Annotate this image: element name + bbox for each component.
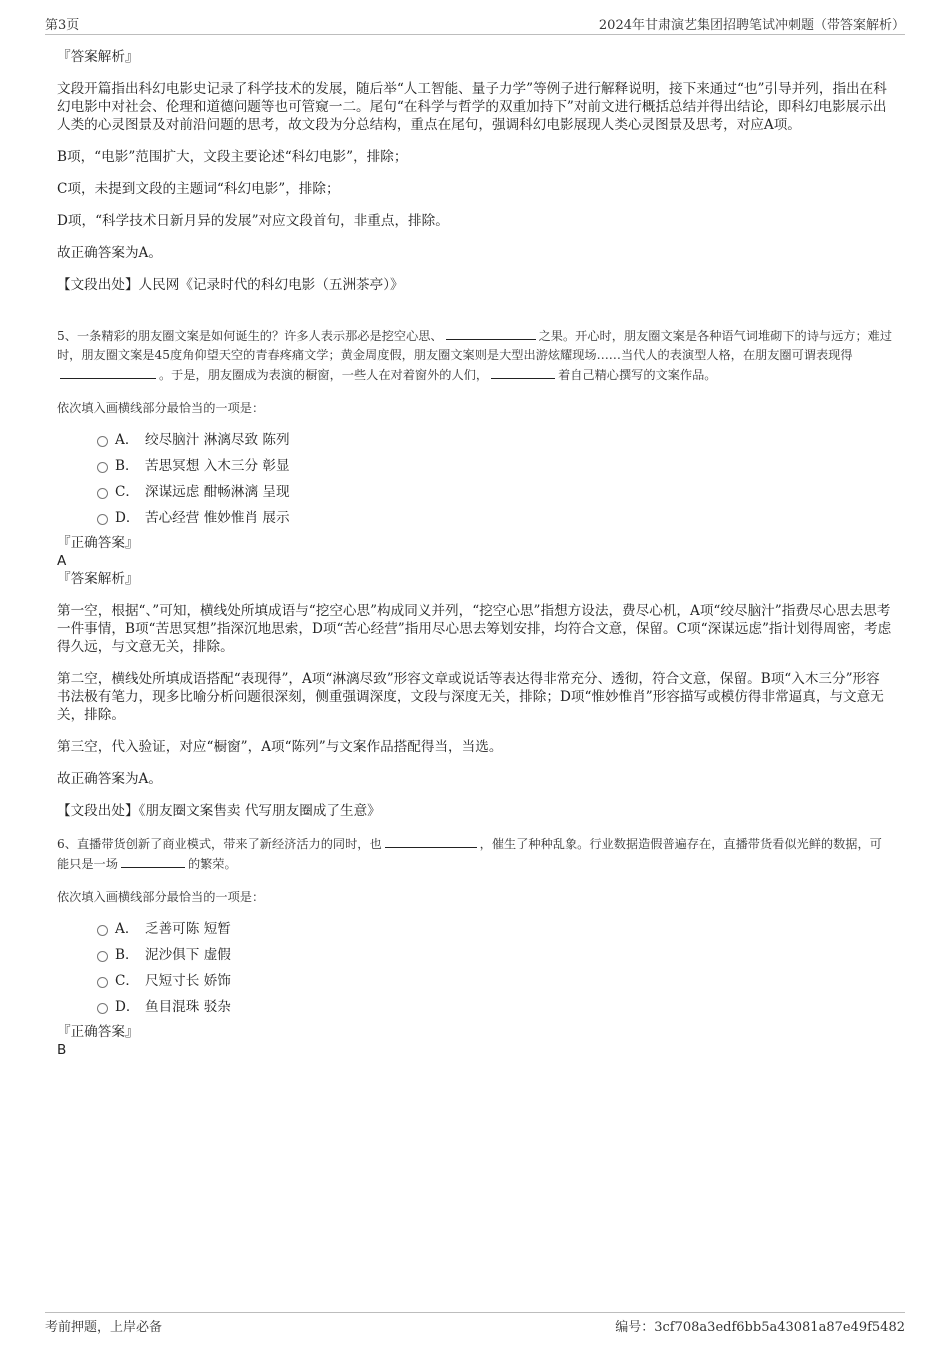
- footer-slogan: 考前押题，上岸必备: [45, 1320, 163, 1335]
- q5-stem-part-3: 。于是，朋友圈成为表演的橱窗，一些人在对着窗外的人们，: [159, 368, 489, 382]
- document-title: 2024年甘肃演艺集团招聘笔试冲刺题（带答案解析）: [598, 18, 905, 33]
- q6-options: [57, 919, 892, 1023]
- q4-source: 【文段出处】人民网《记录时代的科幻电影（五洲茶亭）》: [57, 277, 404, 293]
- q5-option-a[interactable]: A． 绞尽脑汁 淋漓尽致 陈列: [57, 430, 892, 456]
- q5-option-c[interactable]: C． 深谋远虑 酣畅淋漓 呈现: [57, 482, 892, 508]
- page-content: [57, 48, 892, 1059]
- q5-option-b[interactable]: B． 苦思冥想 入木三分 彰显: [57, 456, 892, 482]
- q6-correct-label: 『正确答案』: [57, 1024, 139, 1040]
- q4-analysis-label: 『答案解析』: [57, 49, 139, 65]
- q5-options: [57, 430, 892, 534]
- q5-option-d[interactable]: D． 苦心经营 惟妙惟肖 展示: [57, 508, 892, 534]
- q6-blank-1: [385, 834, 477, 848]
- radio-icon[interactable]: [97, 925, 108, 936]
- q5-stem: [57, 326, 892, 385]
- q6-option-a[interactable]: A． 乏善可陈 短暂: [57, 919, 892, 945]
- q4-analysis-option-c: C项，未提到文段的主题词“科幻电影”，排除；: [57, 181, 340, 197]
- q4-analysis-option-d: D项，“科学技术日新月异的发展”对应文段首句，非重点，排除。: [57, 213, 449, 229]
- radio-icon[interactable]: [97, 514, 108, 525]
- q6-stem-part-2: ，催生了种种乱象。行业数据造假普遍存在，直播带货看似光鲜的数据，可能只是一场: [57, 837, 882, 871]
- q6-option-c[interactable]: C． 尺短寸长 娇饰: [57, 971, 892, 997]
- q4-conclusion: 故正确答案为A。: [57, 245, 162, 261]
- page-header: [45, 14, 905, 35]
- q5-analysis-blank-1: 第一空，根据“、”可知，横线处所填成语与“挖空心思”构成同义并列，“挖空心思”指想方设法，费尽心机，A项“绞尽脑汁”指费尽心思去思考一件事情，B项“苦思冥想”指深沉地思索，D项“苦心经营”指用尽心思去筹划安排，均符合文意，保留。C项“深谋远虑”指计划得周密，考虑得久远，与文意无关，排除。: [57, 603, 892, 655]
- q5-prompt: 依次填入画横线部分最恰当的一项是：: [57, 401, 265, 415]
- q4-analysis-option-b: B项，“电影”范围扩大，文段主要论述“科幻电影”，排除；: [57, 149, 408, 165]
- radio-icon[interactable]: [97, 462, 108, 473]
- page-footer: [45, 1312, 905, 1336]
- radio-icon[interactable]: [97, 1003, 108, 1014]
- q5-blank-2: [60, 365, 156, 379]
- radio-icon[interactable]: [97, 488, 108, 499]
- q5-blank-1: [446, 326, 536, 340]
- q6-stem: [57, 834, 892, 874]
- q5-correct-label: 『正确答案』: [57, 535, 139, 551]
- q6-blank-2: [121, 854, 185, 868]
- q4-analysis-paragraph: 文段开篇指出科幻电影史记录了科学技术的发展，随后举“人工智能、量子力学”等例子进行解释说明，接下来通过“也”引导并列，指出在科幻电影中对社会、伦理和道德问题等也可管窥一二。尾句“在科学与哲学的双重加持下”对前文进行概括总结并得出结论，即科幻电影展示出人类的心灵图景及对前沿问题的思考，故文段为分总结构，重点在尾句，强调科幻电影展现人类心灵图景及思考，对应A项。: [57, 81, 887, 133]
- q5-analysis-blank-2: 第二空，横线处所填成语搭配“表现得”，A项“淋漓尽致”形容文章或说话等表达得非常充分、透彻，符合文意，保留。B项“入木三分”形容书法极有笔力，现多比喻分析问题很深刻，侧重强调深度，文段与深度无关，排除；D项“惟妙惟肖”形容描写或模仿得非常逼真，与文意无关，排除。: [57, 671, 884, 723]
- q5-stem-part-1: 5、一条精彩的朋友圈文案是如何诞生的？许多人表示那必是挖空心思、: [57, 329, 443, 343]
- q6-option-d[interactable]: D． 鱼目混珠 驳杂: [57, 997, 892, 1023]
- q5-stem-part-4: 着自己精心撰写的文案作品。: [558, 368, 717, 382]
- q6-stem-part-1: 6、直播带货创新了商业模式，带来了新经济活力的同时，也: [57, 837, 382, 851]
- q6-correct-answer: B: [57, 1042, 67, 1058]
- radio-icon[interactable]: [97, 977, 108, 988]
- q5-correct-answer: A: [57, 553, 67, 569]
- q5-analysis-label: 『答案解析』: [57, 571, 139, 587]
- radio-icon[interactable]: [97, 436, 108, 447]
- q6-prompt: 依次填入画横线部分最恰当的一项是：: [57, 890, 265, 904]
- document-code: 编号：3cf708a3edf6bb5a43081a87e49f5482: [615, 1320, 905, 1335]
- q5-conclusion: 故正确答案为A。: [57, 771, 162, 787]
- q5-blank-3: [491, 365, 555, 379]
- q6-stem-part-3: 的繁荣。: [187, 857, 237, 871]
- q6-option-b[interactable]: B． 泥沙俱下 虚假: [57, 945, 892, 971]
- q5-stem-part-2: 之果。开心时，朋友圈文案是各种语气词堆砌下的诗与远方；难过时，朋友圈文案是45度角仰望天空的青春疼痛文学；黄金周度假，朋友圈文案则是大型出游炫耀现场……当代人的表演型人格，在朋友圈可谓表现得: [57, 329, 893, 362]
- radio-icon[interactable]: [97, 951, 108, 962]
- q5-analysis-blank-3: 第三空，代入验证，对应“橱窗”，A项“陈列”与文案作品搭配得当，当选。: [57, 739, 503, 755]
- q5-source: 【文段出处】《朋友圈文案售卖 代写朋友圈成了生意》: [57, 803, 381, 819]
- page-number: 第3页: [45, 18, 80, 33]
